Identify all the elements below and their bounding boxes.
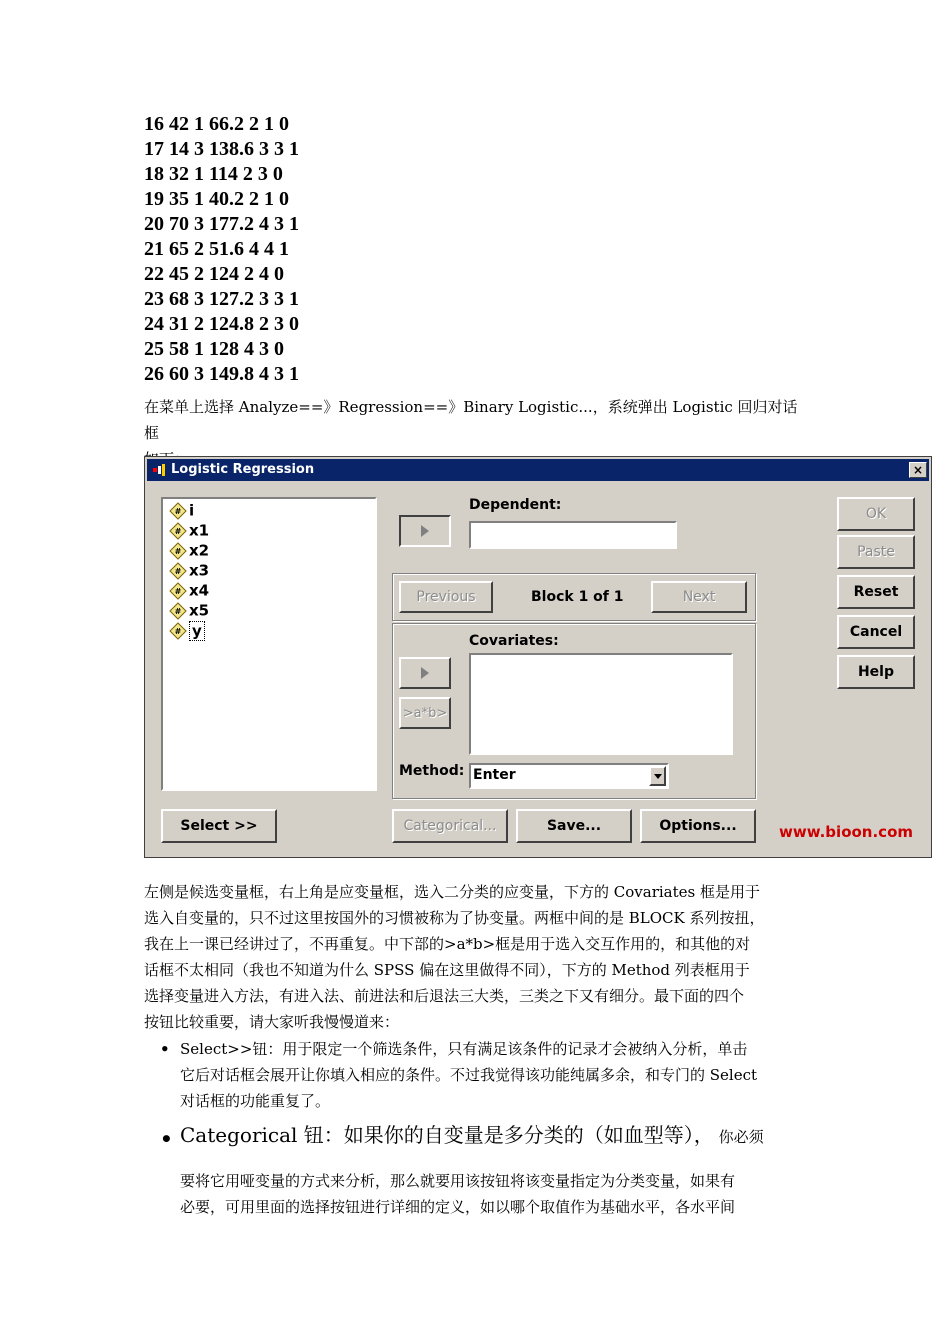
bullet-line: 必要，可用里面的选择按钮进行详细的定义，如以哪个取值作为基础水平，各水平间: [180, 1198, 736, 1216]
numeric-variable-icon: [169, 542, 187, 560]
close-button[interactable]: [909, 462, 927, 478]
bullet-line: 对话框的功能重复了。: [180, 1092, 331, 1110]
bullet-icon: •: [160, 1127, 173, 1151]
data-line: 24 31 2 124.8 2 3 0: [144, 313, 299, 335]
variable-item-y[interactable]: # y: [169, 621, 205, 641]
svg-text:#: #: [174, 566, 182, 576]
covariates-label: Covariates:: [469, 633, 559, 649]
bullet-tail: 你必须: [718, 1128, 764, 1146]
variable-item-i[interactable]: # i: [169, 501, 194, 521]
dialog-titlebar: [147, 459, 929, 481]
svg-text:#: #: [174, 526, 182, 536]
variable-item-x4[interactable]: # x4: [169, 581, 209, 601]
bullet-continuation: [180, 1168, 808, 1220]
next-button[interactable]: Next: [651, 581, 747, 613]
variable-item-x3[interactable]: # x3: [169, 561, 209, 581]
method-value: Enter: [473, 767, 516, 783]
bullet-line: 要将它用哑变量的方式来分析，那么就要用该按钮将该变量指定为分类变量，如果有: [180, 1172, 736, 1190]
variable-item-x1[interactable]: # x1: [169, 521, 209, 541]
reset-button[interactable]: Reset: [837, 575, 915, 609]
data-line: 21 65 2 51.6 4 4 1: [144, 238, 289, 260]
move-to-dependent-button[interactable]: [399, 515, 451, 547]
cancel-button[interactable]: Cancel: [837, 615, 915, 649]
select-button[interactable]: Select >>: [161, 809, 277, 843]
dependent-label: Dependent:: [469, 497, 562, 513]
chevron-down-icon: [654, 774, 662, 779]
svg-text:#: #: [174, 626, 182, 636]
help-button[interactable]: Help: [837, 655, 915, 689]
options-button[interactable]: Options...: [640, 809, 756, 843]
numeric-variable-icon: [169, 502, 187, 520]
intro-line: 在菜单上选择 Analyze==》Regression==》Binary Logistic...，系统弹出 Logistic 回归对话框: [144, 398, 798, 442]
data-line: 16 42 1 66.2 2 1 0: [144, 113, 289, 135]
explain-line: 话框不太相同（我也不知道为什么 SPSS 偏在这里做得不同），下方的 Method 列表框用于: [144, 961, 750, 979]
svg-text:#: #: [174, 546, 182, 556]
app-icon: [153, 464, 167, 476]
data-line: 18 32 1 114 2 3 0: [144, 163, 283, 185]
numeric-variable-icon: [169, 582, 187, 600]
bullet-line: 它后对话框会展开让你填入相应的条件。不过我觉得该功能纯属多余，和专门的 Select: [180, 1066, 758, 1084]
bullet-select: [160, 1036, 808, 1114]
right-arrow-icon: [421, 525, 429, 537]
data-line: 19 35 1 40.2 2 1 0: [144, 188, 289, 210]
data-line: 22 45 2 124 2 4 0: [144, 263, 284, 285]
explain-line: 选入自变量的，只不过这里按国外的习惯被称为了协变量。两框中间的是 BLOCK 系列按扭，: [144, 909, 765, 927]
logistic-regression-dialog: [144, 456, 932, 858]
bullet-icon: •: [160, 1040, 170, 1058]
svg-text:#: #: [174, 506, 182, 516]
interaction-button[interactable]: >a*b>: [399, 697, 451, 729]
data-line: 23 68 3 127.2 3 3 1: [144, 288, 299, 310]
move-to-covariates-button[interactable]: [399, 657, 451, 689]
numeric-variable-icon: [169, 522, 187, 540]
explain-line: 我在上一课已经讲过了，不再重复。中下部的>a*b>框是用于选入交互作用的，和其他的对: [144, 935, 751, 953]
dependent-field[interactable]: [469, 521, 677, 549]
numeric-variable-icon: [169, 602, 187, 620]
candidate-variable-list[interactable]: [161, 497, 377, 791]
method-label: Method:: [399, 763, 465, 779]
explain-line: 左侧是候选变量框，右上角是应变量框，选入二分类的应变量，下方的 Covariates 框是用于: [144, 883, 760, 901]
numeric-variable-icon: [169, 622, 187, 640]
data-lines: [144, 112, 299, 387]
paste-button[interactable]: Paste: [837, 535, 915, 569]
explain-line: 按钮比较重要，请大家听我慢慢道来：: [144, 1013, 400, 1031]
svg-text:#: #: [174, 606, 182, 616]
variable-item-x2[interactable]: # x2: [169, 541, 209, 561]
bullet-main: Categorical 钮：如果你的自变量是多分类的（如血型等），: [180, 1123, 714, 1147]
data-line: 25 58 1 128 4 3 0: [144, 338, 284, 360]
dialog-title: Logistic Regression: [171, 462, 315, 477]
numeric-variable-icon: [169, 562, 187, 580]
data-line: 26 60 3 149.8 4 3 1: [144, 363, 299, 385]
save-button[interactable]: Save...: [516, 809, 632, 843]
categorical-button[interactable]: Categorical...: [392, 809, 508, 843]
right-arrow-icon: [421, 667, 429, 679]
svg-text:#: #: [174, 586, 182, 596]
bullet-categorical: [160, 1122, 808, 1151]
previous-button[interactable]: Previous: [399, 581, 493, 613]
explain-line: 选择变量进入方法，有进入法、前进法和后退法三大类，三类之下又有细分。最下面的四个: [144, 987, 745, 1005]
bullet-line: Select>>钮：用于限定一个筛选条件，只有满足该条件的记录才会被纳入分析，单击: [180, 1040, 748, 1058]
method-dropdown[interactable]: [469, 763, 669, 789]
explain-paragraph: [144, 879, 809, 1035]
ok-button[interactable]: OK: [837, 497, 915, 531]
block-label: Block 1 of 1: [531, 589, 624, 605]
close-icon: ×: [912, 463, 924, 477]
data-line: 17 14 3 138.6 3 3 1: [144, 138, 299, 160]
variable-item-x5[interactable]: # x5: [169, 601, 209, 621]
watermark: www.bioon.com: [779, 823, 914, 841]
data-line: 20 70 3 177.2 4 3 1: [144, 213, 299, 235]
dropdown-button[interactable]: [649, 766, 666, 786]
covariates-list[interactable]: [469, 653, 733, 755]
